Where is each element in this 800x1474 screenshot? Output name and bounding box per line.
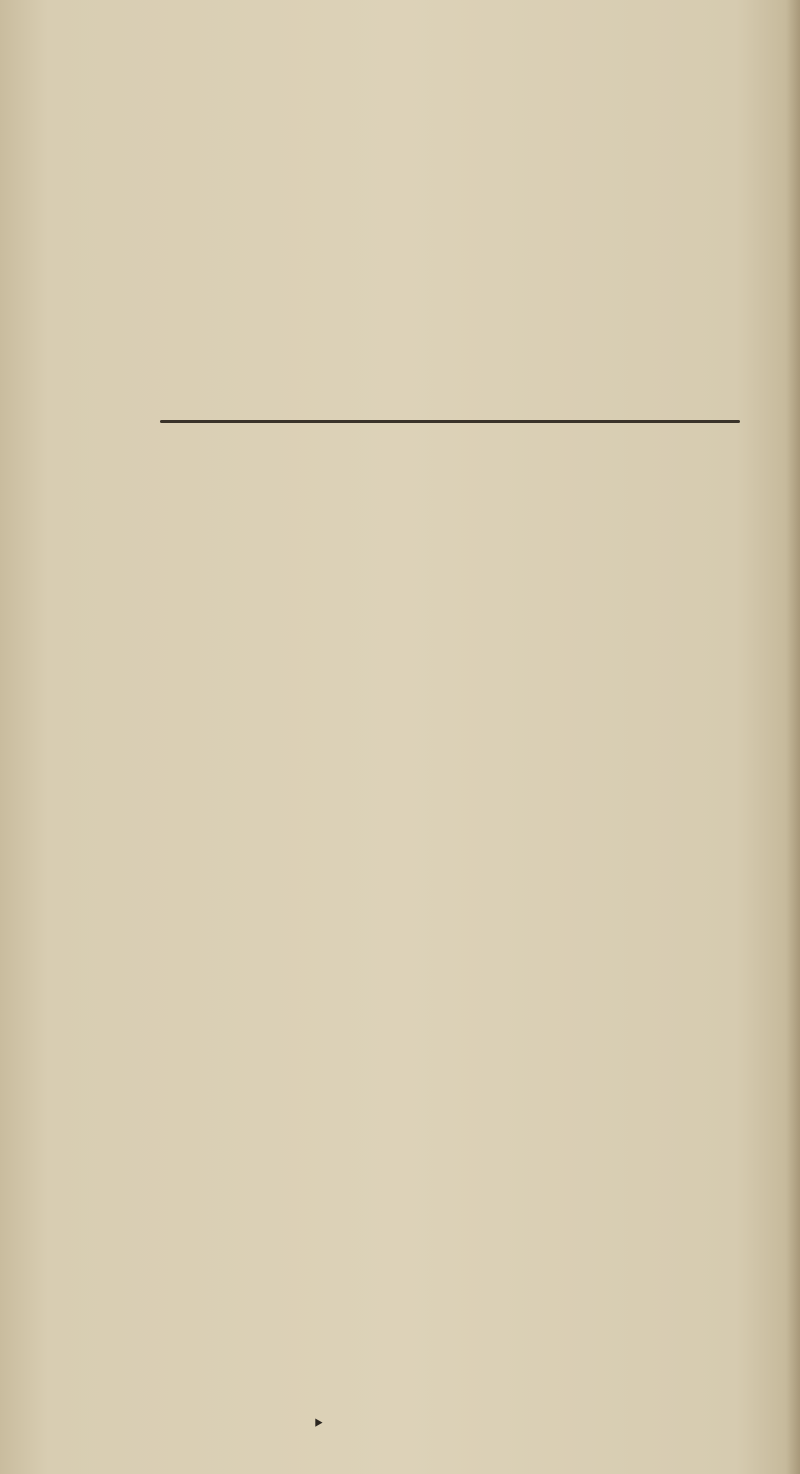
printer-mark-icon: ‣ xyxy=(312,1412,325,1437)
page-gutter-shadow xyxy=(786,0,800,1474)
page-header xyxy=(135,62,755,110)
chapter-divider-rule xyxy=(160,420,740,423)
